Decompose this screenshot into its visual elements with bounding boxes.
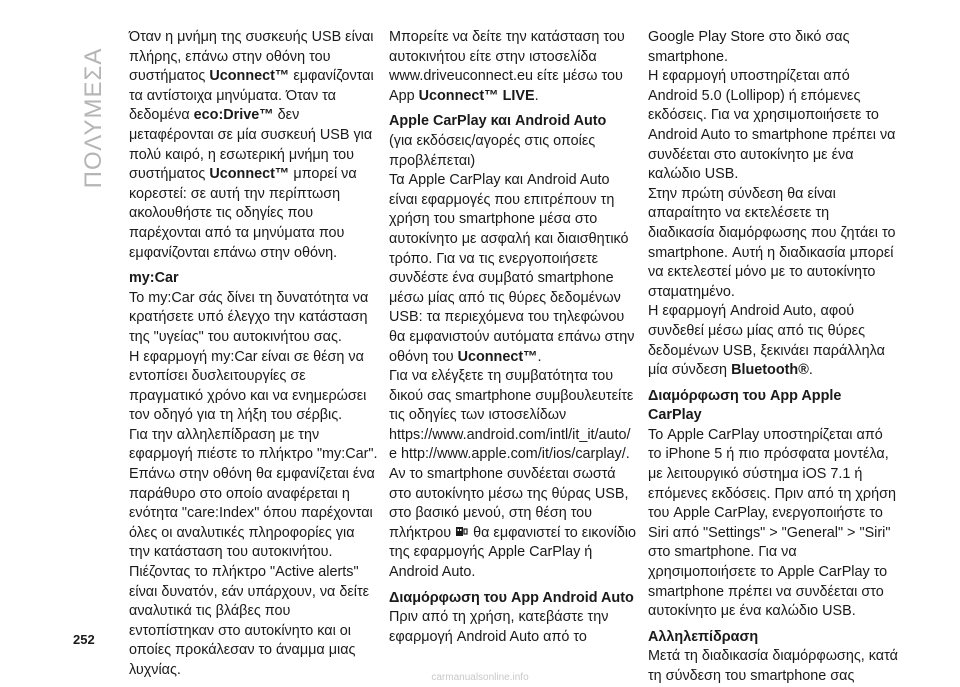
text-run: . [537, 348, 542, 365]
text-run: εμφανίζονται τα αντίστοιχα μηνύματα. Όταν τα δεδομένα [129, 68, 374, 124]
text-run: Τα Apple CarPlay και Android Auto είναι εφαρμογές που επιτρέπουν τη χρήση του smartphone μέσα στο αυτοκίνητο με ασφαλή και διαισθητικό τρόπο. Για να τις ενεργοποιήσετε συνδέστε ένα συμβατό smartphone μέσω μίας από τις θύρες δεδομένων USB: τα περιεχόμενα του τηλεφώνου θα εμφανιστούν αυτόματα επάνω στην οθόνη του [389, 172, 635, 365]
bold-term: eco:Drive™ [193, 107, 274, 124]
paragraph: Στην πρώτη σύνδεση θα είναι απαραίτητο να εκτελέσετε τη διαδικασία διαμόρφωσης που ζητάει το smartphone. Αυτή η διαδικασία μπορεί να εκτελεστεί μόνο με το αυτοκίνητο σταματημένο. [648, 185, 896, 300]
heading-carplay-android: Apple CarPlay και Android Auto [389, 113, 607, 130]
paragraph [389, 171, 639, 367]
bold-term: Uconnect™ [457, 348, 538, 365]
paragraph: Μετά τη διαδικασία διαμόρφωσης, κατά τη σύνδεση του smartphone σας [648, 648, 898, 684]
paragraph: Google Play Store στο δικό σας smartphone. [648, 29, 850, 65]
text-run: Η εφαρμογή Android Auto, αφού συνδεθεί μέσω μίας από τις θύρες δεδομένων USB, ξεκινάει παράλληλα μία σύνδεση [648, 303, 885, 379]
paragraph: (για εκδόσεις/αγορές στις οποίες προβλέπεται) [389, 132, 596, 169]
section-title-vertical: ΠΟΛΥΜΕΣΑ [80, 47, 107, 189]
column-2 [389, 28, 639, 647]
page-number: 252 [73, 632, 95, 647]
paragraph: Πριν από τη χρήση, κατεβάστε την εφαρμογή Android Auto από το [389, 609, 609, 645]
text-run: . [534, 87, 539, 104]
heading-android-auto-setup: Διαμόρφωση του App Android Auto [389, 589, 634, 606]
column-1 [129, 28, 379, 681]
text-run: δεν μεταφέρονται σε μία συσκευή USB για πολύ καιρό, η εσωτερική μνήμη του συστήματος [129, 107, 373, 183]
bold-term: Uconnect™ LIVE [418, 87, 535, 104]
footer-watermark: carmanualsonline.info [431, 672, 529, 683]
heading-interaction: Αλληλεπίδραση [648, 628, 759, 645]
text-run: Όταν η μνήμη της συσκευής USB είναι πλήρης, επάνω στην οθόνη του συστήματος [129, 29, 374, 85]
heading-mycar: my:Car [129, 270, 179, 287]
paragraph [129, 28, 379, 263]
paragraph: Αν το smartphone συνδέεται σωστά στο αυτοκίνητο μέσω της θύρας USB, στο βασικό μενού, στη θέση του πλήκτρου θα εμφανιστεί το εικονίδιο της εφαρμογής Apple CarPlay ή Android Auto. [389, 466, 637, 581]
usb-icon [455, 526, 469, 538]
bold-term: Uconnect™ [209, 166, 290, 183]
paragraph [648, 302, 898, 380]
text-run: Μπορείτε να δείτε την κατάσταση του αυτοκινήτου είτε στην ιστοσελίδα www.driveuconnect.eu είτε μέσω του App [389, 29, 625, 104]
paragraph: Το my:Car σάς δίνει τη δυνατότητα να κρατήσετε υπό έλεγχο την κατάσταση της "υγείας" του αυτοκινήτου σας. [129, 289, 369, 345]
column-3 [648, 28, 898, 687]
paragraph: Για να ελέγξετε τη συμβατότητα του δικού σας smartphone συμβουλευτείτε τις οδηγίες των ιστοσελίδων https://www.android.com/intl/it_it/auto/ e http://www.apple.com/it/ios/carplay/. [389, 368, 634, 463]
text-run: . [808, 362, 813, 379]
paragraph: Η εφαρμογή υποστηρίζεται από Android 5.0 (Lollipop) ή επόμενες εκδόσεις. Για να χρησιμοποιήσετε το Android Auto το smartphone πρέπει να συνδέεται στο αυτοκίνητο με ένα καλώδιο USB. [648, 68, 896, 183]
heading-carplay-setup: Διαμόρφωση του App Apple CarPlay [648, 387, 842, 424]
bold-term: Bluetooth® [731, 362, 809, 379]
paragraph: Το Apple CarPlay υποστηρίζεται από το iPhone 5 ή πιο πρόσφατα μοντέλα, με λειτουργικό σύστημα iOS 7.1 ή επόμενες εκδόσεις. Πριν από τη χρήση του Apple CarPlay, ενεργοποιήστε το Siri από "Settings" > "General" > "Siri" στο smartphone. Για να χρησιμοποιήσετε το Apple CarPlay το smartphone πρέπει να συνδέεται στο αυτοκίνητο με ένα καλώδιο USB. [648, 426, 897, 620]
paragraph: Για την αλληλεπίδραση με την εφαρμογή πιέστε το πλήκτρο "my:Car". Επάνω στην οθόνη θα εμφανίζεται ένα παράθυρο στο οποίο αναφέρεται η ενότητα "care:Index" όπου παρέχονται όλες οι αναλυτικές πληροφορίες για την κατάσταση του αυτοκινήτου. Πιέζοντας το πλήκτρο "Active alerts" είναι δυνατόν, εάν υπάρχουν, να δείτε αναλυτικά τις βλάβες που εντοπίστηκαν στο αυτοκίνητο και οι οποίες προκάλεσαν το άναμμα μιας λυχνίας. [129, 426, 378, 678]
paragraph: Η εφαρμογή my:Car είναι σε θέση να εντοπίσει δυσλειτουργίες σε πραγματικό χρόνο και να ενημερώσει τον οδηγό για τη λήξη του σέρβις. [129, 348, 367, 424]
text-run: μπορεί να κορεστεί: σε αυτή την περίπτωση ακολουθήστε τις οδηγίες που παρέχονται από τα μηνύματα που εμφανίζονται επάνω στην οθόνη. [129, 166, 357, 261]
paragraph [389, 28, 639, 106]
bold-term: Uconnect™ [209, 68, 290, 85]
